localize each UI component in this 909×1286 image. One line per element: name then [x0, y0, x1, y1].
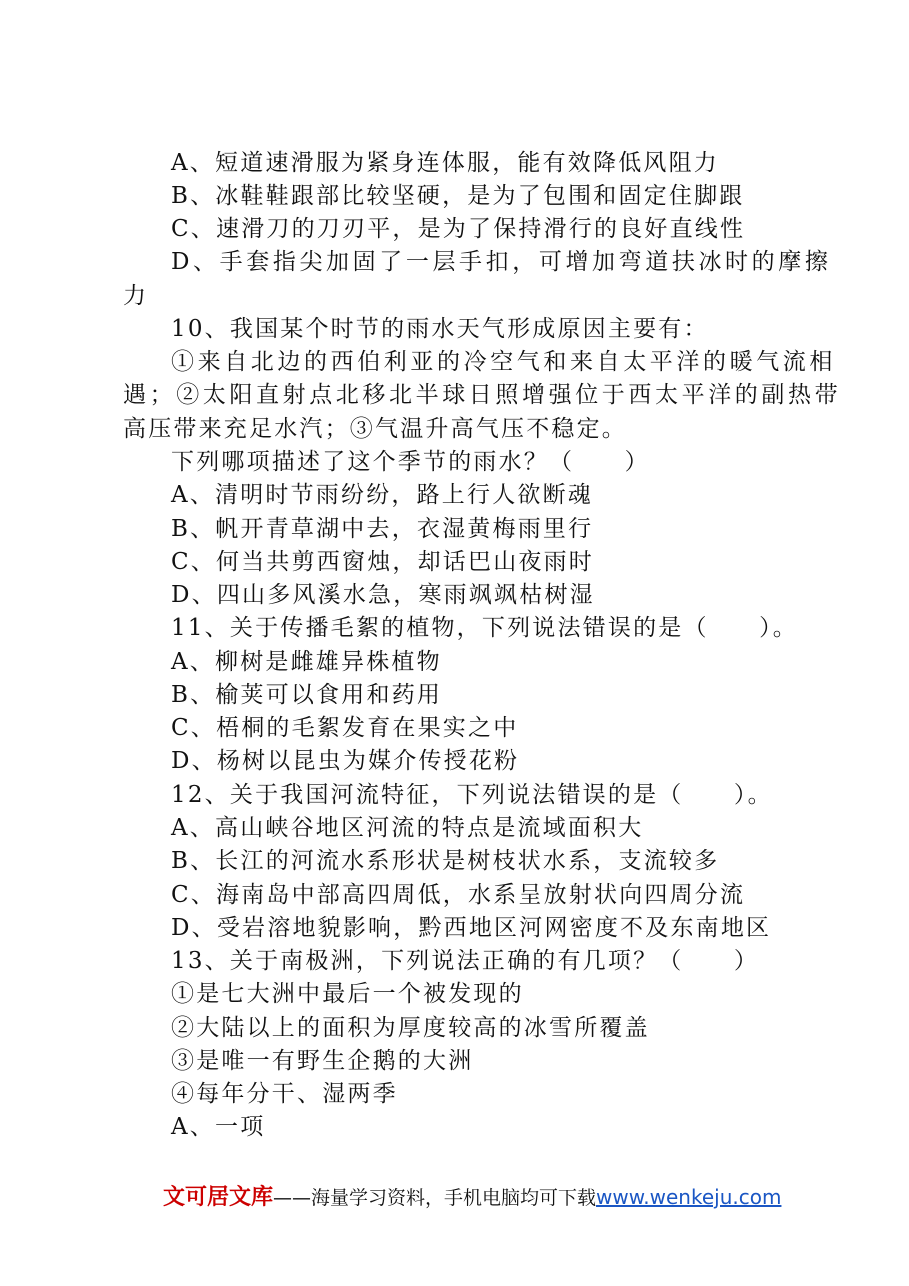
- q11-question: 11、关于传播毛絮的植物，下列说法错误的是（ ）。: [171, 615, 798, 641]
- footer-tagline: ——海量学习资料，手机电脑均可下载: [273, 1187, 597, 1209]
- q9-option-a: A、短道速滑服为紧身连体服，能有效降低风阻力: [171, 150, 720, 176]
- q10-option-d: D、四山多风溪水急，寒雨飒飒枯树湿: [171, 582, 595, 608]
- q11-option-d: D、杨树以昆虫为媒介传授花粉: [171, 748, 520, 774]
- footer-site-link[interactable]: www.wenkeju.com: [596, 1185, 782, 1209]
- q10-reason-line-3: 高压带来充足水汽；③气温升高气压不稳定。: [123, 416, 627, 442]
- q11-option-c: C、梧桐的毛絮发育在果实之中: [171, 715, 519, 741]
- q11-option-a: A、柳树是雌雄异株植物: [171, 649, 442, 675]
- q12-option-c: C、海南岛中部高四周低，水系呈放射状向四周分流: [171, 882, 746, 908]
- q12-question: 12、关于我国河流特征，下列说法错误的是（ ）。: [171, 782, 773, 808]
- q13-statement-3: ③是唯一有野生企鹅的大洲: [171, 1048, 474, 1074]
- q11-option-b: B、榆荚可以食用和药用: [171, 682, 443, 708]
- q10-reason-line-2: 遇；②太阳直射点北移北半球日照增强位于西太平洋的副热带: [123, 382, 842, 408]
- q9-option-b: B、冰鞋鞋跟部比较坚硬，是为了包围和固定住脚跟: [171, 183, 745, 209]
- q10-prompt: 下列哪项描述了这个季节的雨水？（ ）: [171, 449, 650, 475]
- q9-option-d-continued: 力: [123, 283, 149, 309]
- q10-option-b: B、帆开青草湖中去，衣湿黄梅雨里行: [171, 516, 594, 542]
- q10-question: 10、我国某个时节的雨水天气形成原因主要有：: [171, 316, 709, 342]
- q13-statement-4: ④每年分干、湿两季: [171, 1081, 398, 1107]
- q12-option-a: A、高山峡谷地区河流的特点是流域面积大: [171, 815, 644, 841]
- q12-option-d: D、受岩溶地貌影响，黔西地区河网密度不及东南地区: [171, 915, 772, 941]
- q13-option-a: A、一项: [171, 1114, 266, 1140]
- q13-question: 13、关于南极洲，下列说法正确的有几项？（ ）: [171, 948, 760, 974]
- q10-reason-line-1: ①来自北边的西伯利亚的冷空气和来自太平洋的暖气流相: [171, 349, 836, 375]
- footer-brand: 文可居文库: [163, 1185, 274, 1210]
- q10-option-c: C、何当共剪西窗烛，却话巴山夜雨时: [171, 549, 594, 575]
- q13-statement-1: ①是七大洲中最后一个被发现的: [171, 981, 524, 1007]
- q9-option-d: D、手套指尖加固了一层手扣，可增加弯道扶冰时的摩擦: [171, 249, 832, 275]
- q13-statement-2: ②大陆以上的面积为厚度较高的冰雪所覆盖: [171, 1015, 650, 1041]
- q10-option-a: A、清明时节雨纷纷，路上行人欲断魂: [171, 482, 594, 508]
- q9-option-c: C、速滑刀的刀刃平，是为了保持滑行的良好直线性: [171, 216, 746, 242]
- q12-option-b: B、长江的河流水系形状是树枝状水系，支流较多: [171, 848, 720, 874]
- page-footer: [163, 1180, 781, 1214]
